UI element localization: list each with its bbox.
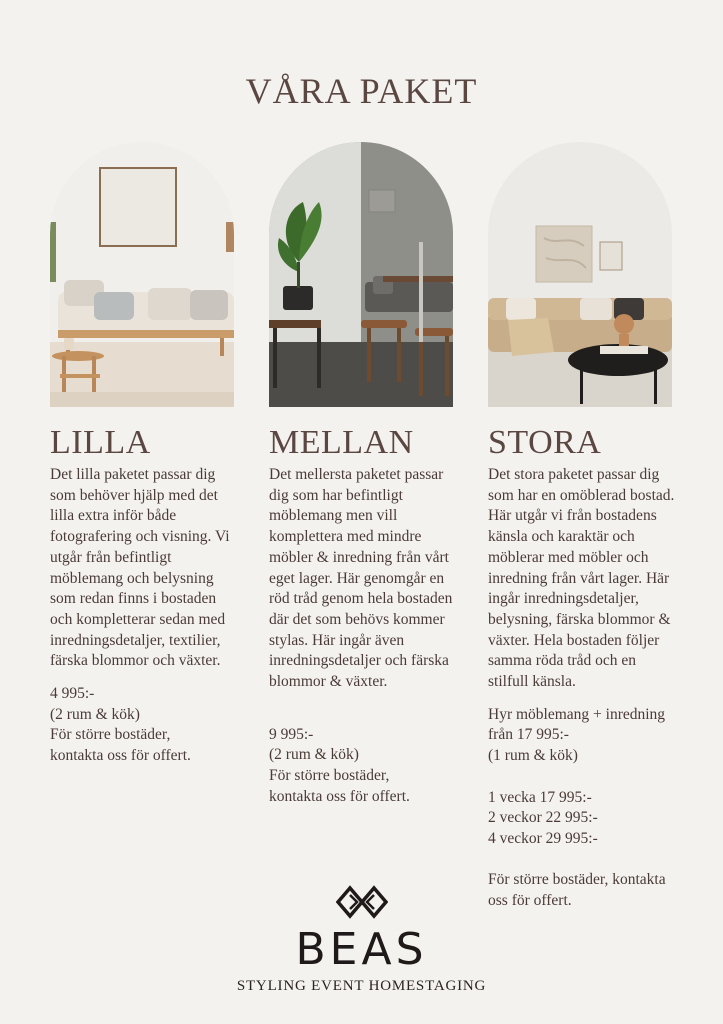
brand-logo: [0, 884, 723, 995]
brand-name: BEAS: [295, 924, 428, 975]
package-price: Hyr möblemang + inredning från 17 995:- (1 rum & kök) 1 vecka 17 995:- 2 veckor 22 995:- 4 veckor 29 995:- För större bostäder, kontakta oss för offert.: [488, 705, 666, 910]
package-image-lilla: [50, 142, 234, 407]
package-description: Det lilla paketet passar dig som behöver hjälp med det lilla extra inför både fotografering och visning. Vi utgår från befintligt möblemang och belysning som redan finns i bostaden och kompletterar sedan med inredningsdetaljer, textilier, färska blommor och växter.: [50, 466, 230, 670]
package-image-mellan: [269, 142, 453, 407]
package-description: Det stora paketet passar dig som har en omöblerad bostad. Här utgår vi från bostadens känsla och karaktär och möblerar med möbler och inredning från vårt lager. Här ingår inredningsdetaljer, belysning, färska blommor & växter. Hela bostaden följer samma röda tråd och en stilfull känsla.: [488, 466, 675, 691]
package-lilla: [50, 142, 238, 767]
package-name: LILLA: [50, 424, 151, 461]
package-description: Det mellersta paketet passar dig som har befintligt möblemang men vill komplettera med mindre möbler & inredning från vårt eget lager. Här genomgår en röd tråd genom hela bostaden där det som behövs kommer stylas. Här ingår även inredningsdetaljer och färska blommor & växter.: [269, 466, 453, 691]
brand-tagline: STYLING EVENT HOMESTAGING: [236, 978, 487, 994]
package-price: 9 995:- (2 rum & kök) För större bostäder, kontakta oss för offert.: [269, 725, 410, 805]
package-stora: [488, 142, 676, 912]
package-name: MELLAN: [269, 424, 414, 461]
living-room-photo: [50, 142, 234, 407]
diamond-knot-icon: [336, 884, 388, 920]
page-title: VÅRA PAKET: [245, 71, 478, 111]
package-name: STORA: [488, 424, 602, 461]
dining-nook-photo: [269, 142, 453, 407]
package-price: 4 995:- (2 rum & kök) För större bostäder, kontakta oss för offert.: [50, 685, 191, 765]
living-room-photo: [488, 142, 672, 407]
package-image-stora: [488, 142, 672, 407]
package-mellan: [269, 142, 457, 808]
